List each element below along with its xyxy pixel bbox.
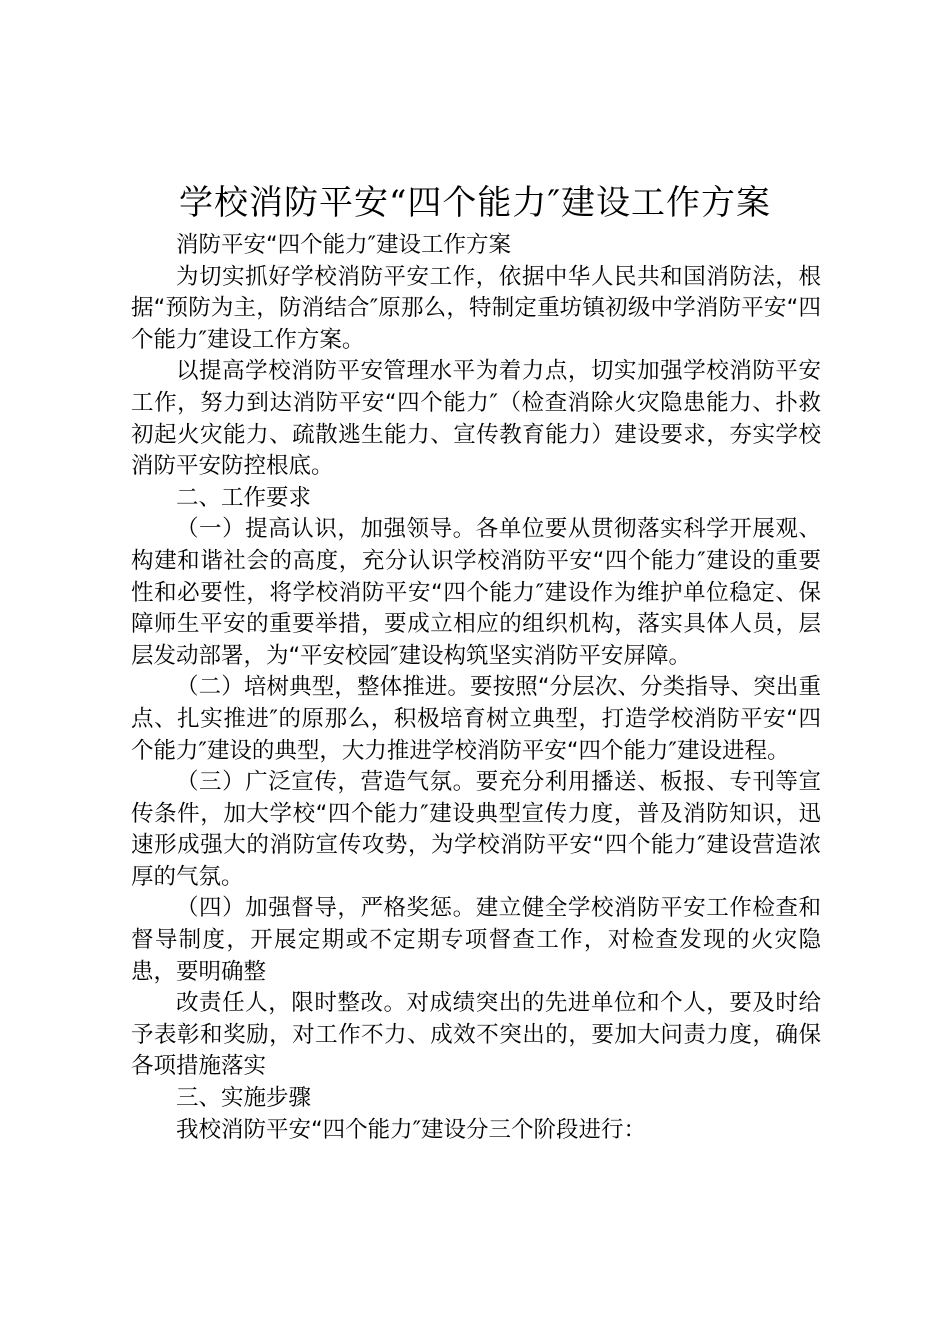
paragraph-requirement-2: （二）培树典型，整体推进。要按照“分层次、分类指导、突出重点、扎实推进″的原那么，积极培育树立典型，打造学校消防平安“四个能力″建设的典型，大力推进学校消防平安“四个能力″建设进程。 [131,674,821,764]
document-body [131,230,821,1146]
paragraph-goal: 以提高学校消防平安管理水平为着力点，切实加强学校消防平安工作，努力到达消防平安“四个能力″（检查消除火灾隐患能力、扑救初起火灾能力、疏散逃生能力、宣传教育能力）建设要求，夯实学校消防平安防控根底。 [131,358,821,480]
section-heading-steps: 三、实施步骤 [176,1085,312,1112]
paragraph-intro: 为切实抓好学校消防平安工作，依据中华人民共和国消防法，根据“预防为主，防消结合″原那么，特制定重坊镇初级中学消防平安“四个能力″建设工作方案。 [131,263,821,353]
paragraph-steps-intro: 我校消防平安“四个能力″建设分三个阶段进行： [176,1116,647,1143]
paragraph-requirement-1: （一）提高认识，加强领导。各单位要从贯彻落实科学开展观、构建和谐社会的高度，充分认识学校消防平安“四个能力″建设的重要性和必要性，将学校消防平安“四个能力″建设作为维护单位稳定、保障师生平安的重要举措，要成立相应的组织机构，落实具体人员，层层发动部署，为“平安校园″建设构筑坚实消防平安屏障。 [131,516,821,669]
paragraph-subtitle: 消防平安“四个能力″建设工作方案 [176,232,512,258]
paragraph-requirement-3: （三）广泛宣传，营造气氛。要充分利用播送、板报、专刊等宣传条件，加大学校“四个能力″建设典型宣传力度，普及消防知识，迅速形成强大的消防宣传攻势，为学校消防平安“四个能力″建设营造浓厚的气氛。 [131,769,821,890]
section-heading-requirements: 二、工作要求 [176,484,312,511]
paragraph-requirement-4-cont: 改责任人，限时整改。对成绩突出的先进单位和个人，要及时给予表彰和奖励，对工作不力、成效不突出的，要加大问责力度，确保各项措施落实 [131,990,821,1080]
document-title: 学校消防平安“四个能力″建设工作方案 [178,183,772,223]
paragraph-requirement-4: （四）加强督导，严格奖惩。建立健全学校消防平安工作检查和督导制度，开展定期或不定期专项督查工作，对检查发现的火灾隐患，要明确整 [131,895,821,985]
